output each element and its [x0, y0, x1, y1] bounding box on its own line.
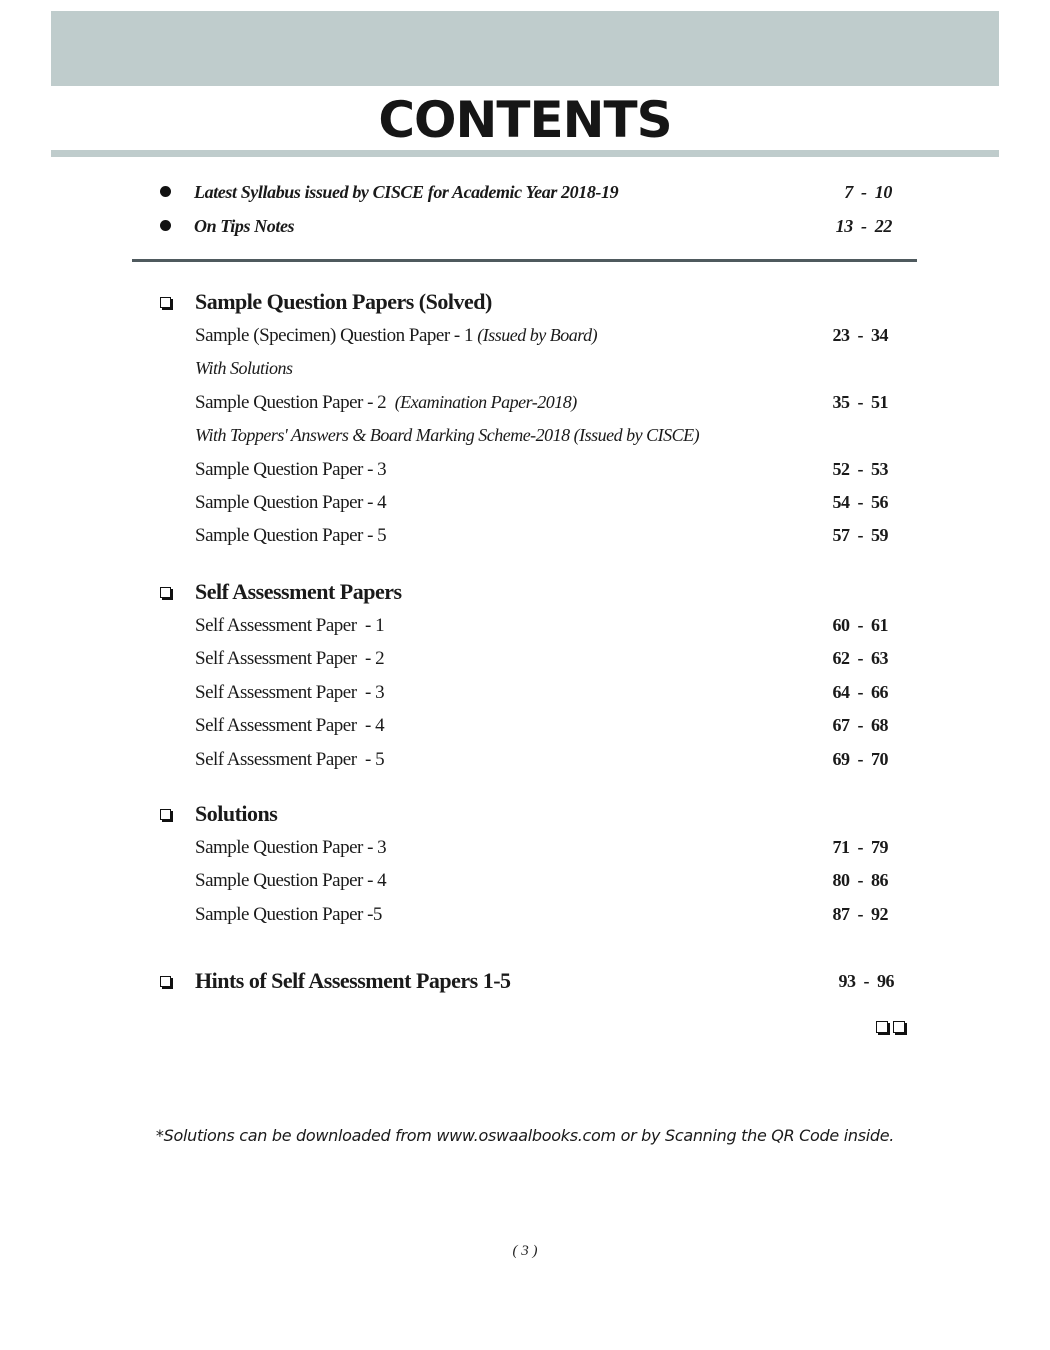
section-heading	[155, 964, 895, 998]
section-title: Sample Question Papers (Solved)	[195, 289, 492, 314]
entry-text: Sample (Specimen) Question Paper - 1	[195, 325, 478, 346]
section-heading	[155, 797, 895, 831]
entry-label: Sample Question Paper - 3	[195, 837, 387, 858]
entry-pages: 64 - 66	[832, 681, 888, 702]
checkbox-square-icon	[160, 809, 171, 820]
toc-item-pages: 7 - 10	[844, 182, 892, 202]
entry-text: Sample Question Paper - 2	[195, 391, 395, 413]
entry-pages: 35 - 51	[832, 391, 888, 412]
entry-pages: 52 - 53	[832, 458, 888, 479]
checkbox-square-icon	[160, 976, 171, 987]
toc-entry[interactable]	[155, 831, 895, 864]
entry-label: Self Assessment Paper - 2	[195, 648, 385, 670]
toc-entry[interactable]	[155, 898, 895, 931]
section-pages: 93 - 96	[838, 971, 894, 991]
entry-note: (Issued by Board)	[477, 325, 598, 345]
entry-pages: 80 - 86	[832, 870, 888, 891]
toc-entry[interactable]	[155, 864, 895, 897]
entry-pages: 23 - 34	[832, 325, 888, 345]
entry-pages: 71 - 79	[832, 837, 888, 857]
top-items-list	[155, 177, 895, 245]
toc-entry[interactable]	[155, 743, 895, 776]
checkbox-square-icon	[160, 297, 171, 308]
header-bar	[51, 11, 999, 86]
entry-label: Sample Question Paper -5	[195, 903, 382, 925]
entry-label: Self Assessment Paper - 5	[195, 748, 385, 770]
checkbox-square-icon	[160, 587, 171, 598]
entry-label: Sample Question Paper - 5	[195, 525, 387, 547]
entry-note: (Examination Paper-2018)	[394, 391, 577, 412]
section-solutions	[155, 797, 895, 931]
entry-pages: 60 - 61	[832, 615, 888, 635]
toc-item-pages: 13 - 22	[835, 216, 892, 236]
square-icon	[893, 1021, 905, 1033]
page-title: CONTENTS	[378, 91, 672, 149]
section-hints[interactable]	[155, 964, 895, 998]
entry-label	[195, 319, 597, 352]
bullet-dot-icon	[160, 186, 171, 197]
entry-label: Sample Question Paper - 4	[195, 491, 387, 513]
section-heading	[155, 575, 895, 609]
section-title: Self Assessment Papers	[195, 579, 402, 604]
toc-item-label: On Tips Notes	[194, 216, 295, 236]
toc-entry[interactable]	[155, 609, 895, 642]
entry-pages: 87 - 92	[832, 903, 888, 924]
entry-label: Self Assessment Paper - 4	[195, 715, 385, 737]
toc-entry[interactable]	[155, 453, 895, 486]
section-self-assessment-papers	[155, 575, 895, 776]
entry-label	[195, 386, 577, 419]
toc-entry[interactable]	[155, 709, 895, 742]
bullet-dot-icon	[160, 220, 171, 231]
entry-note: With Toppers' Answers & Board Marking Scheme-2018 (Issued by CISCE)	[195, 425, 700, 446]
toc-entry-subtitle	[155, 419, 895, 452]
section-divider	[132, 259, 917, 262]
section-heading	[155, 285, 895, 319]
toc-entry[interactable]	[155, 676, 895, 709]
toc-item-tips-notes[interactable]	[155, 211, 895, 245]
section-sample-question-papers	[155, 285, 895, 553]
entry-pages: 62 - 63	[832, 648, 888, 669]
toc-entry[interactable]	[155, 319, 895, 352]
page-number: ( 3 )	[512, 1243, 538, 1259]
entry-pages: 57 - 59	[832, 525, 888, 546]
entry-label: Sample Question Paper - 4	[195, 870, 387, 892]
title-underline	[51, 150, 999, 157]
entry-pages: 54 - 56	[832, 491, 888, 512]
section-title: Solutions	[195, 801, 278, 826]
footnote: *Solutions can be downloaded from www.oswaalbooks.com or by Scanning the QR Code inside.	[155, 1126, 895, 1145]
entry-label: Self Assessment Paper - 3	[195, 681, 385, 703]
toc-entry[interactable]	[155, 642, 895, 675]
square-icon	[876, 1021, 888, 1033]
entry-pages: 69 - 70	[832, 748, 888, 769]
toc-item-syllabus[interactable]	[155, 177, 895, 211]
entry-label: Sample Question Paper - 3	[195, 458, 387, 480]
toc-item-label: Latest Syllabus issued by CISCE for Academic Year 2018-19	[194, 182, 619, 202]
toc-entry-subtitle	[155, 352, 895, 385]
toc-entry[interactable]	[155, 519, 895, 552]
end-mark	[876, 1021, 905, 1033]
entry-label: Self Assessment Paper - 1	[195, 615, 385, 636]
entry-pages: 67 - 68	[832, 715, 888, 736]
entry-note: With Solutions	[195, 358, 293, 379]
toc-entry[interactable]	[155, 486, 895, 519]
toc-entry[interactable]	[155, 386, 895, 419]
section-title: Hints of Self Assessment Papers 1-5	[195, 968, 511, 993]
